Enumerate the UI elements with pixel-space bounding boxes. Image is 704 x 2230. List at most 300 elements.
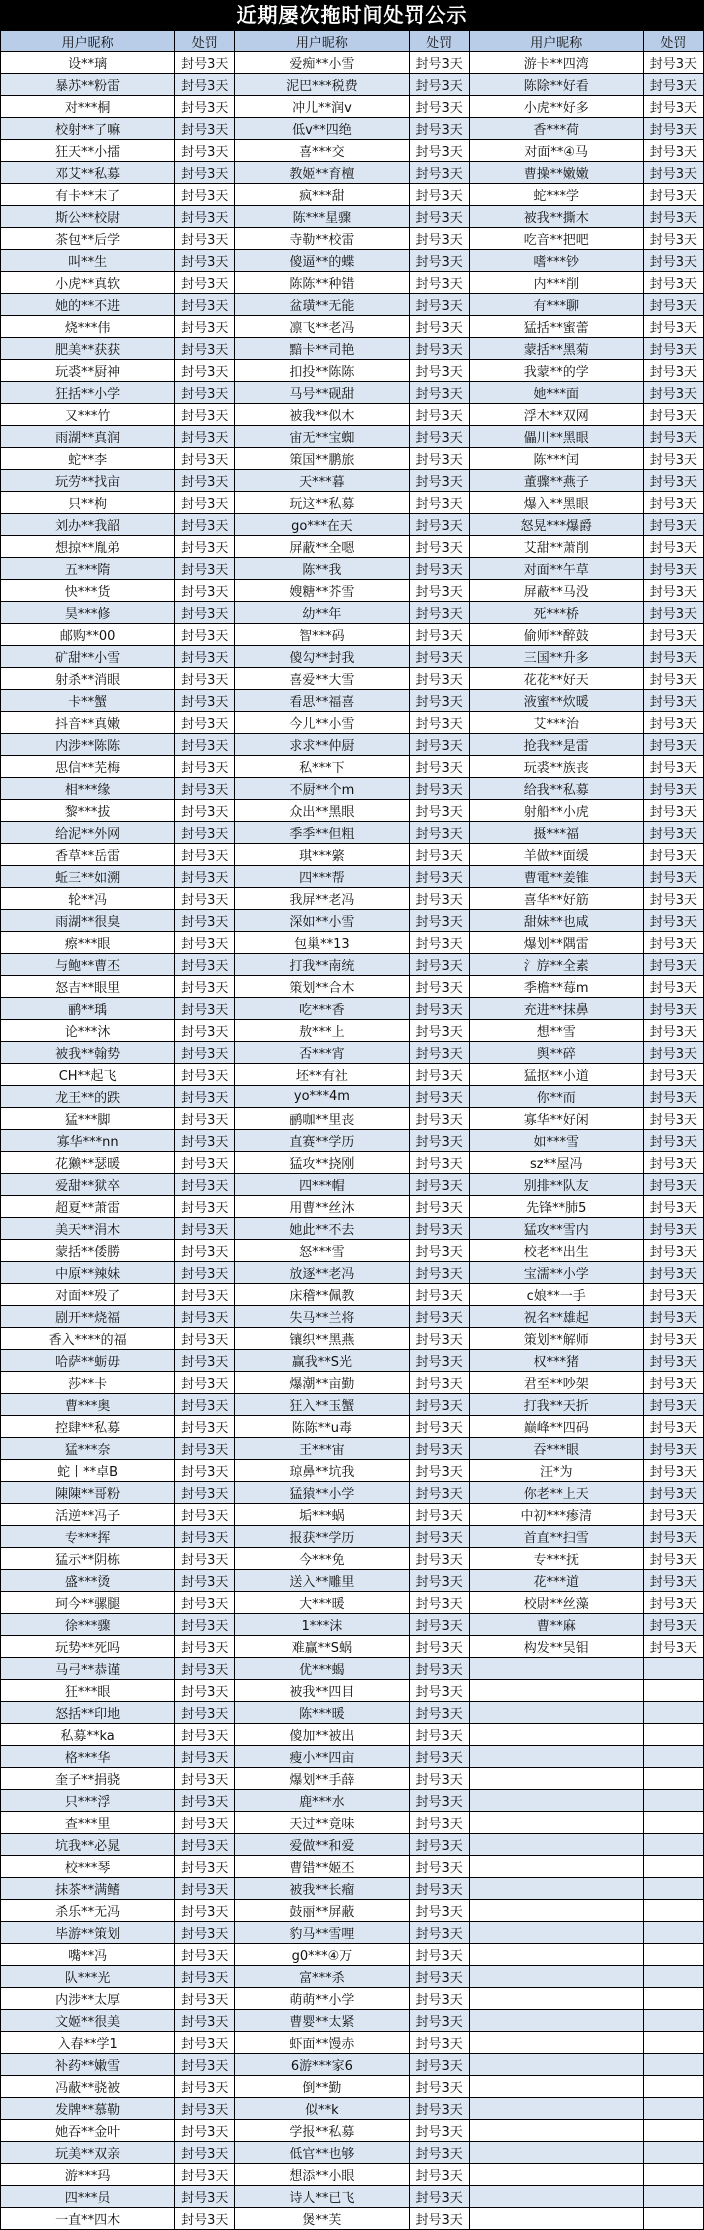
nickname-cell: sz**屋冯 (469, 1152, 643, 1174)
nickname-cell: 优***蝎 (235, 1658, 409, 1680)
nickname-cell (469, 1988, 643, 2010)
nickname-cell: 有卡**末了 (1, 184, 175, 206)
penalty-cell (643, 2208, 703, 2230)
table-row (1, 360, 704, 382)
penalty-cell: 封号3天 (409, 624, 469, 646)
penalty-cell: 封号3天 (175, 1834, 235, 1856)
nickname-cell: 烧***伟 (1, 316, 175, 338)
penalty-cell: 封号3天 (175, 492, 235, 514)
table-row (1, 2032, 704, 2054)
nickname-cell: 寡华**好闲 (469, 1108, 643, 1130)
penalty-cell (643, 2076, 703, 2098)
nickname-cell: 蛇***学 (469, 184, 643, 206)
header-nickname: 用户昵称 (469, 31, 643, 52)
penalty-cell: 封号3天 (409, 1966, 469, 1988)
penalty-cell: 封号3天 (643, 1042, 703, 1064)
penalty-cell: 封号3天 (643, 514, 703, 536)
penalty-cell: 封号3天 (175, 404, 235, 426)
nickname-cell: 不厨**个m (235, 778, 409, 800)
nickname-cell: 寡华***nn (1, 1130, 175, 1152)
nickname-cell: 怒***雪 (235, 1240, 409, 1262)
table-row (1, 800, 704, 822)
penalty-cell: 封号3天 (409, 1218, 469, 1240)
nickname-cell: 肥美**获获 (1, 338, 175, 360)
penalty-cell: 封号3天 (175, 1438, 235, 1460)
table-row (1, 1944, 704, 1966)
nickname-cell: 龙王**的跌 (1, 1086, 175, 1108)
nickname-cell: 轮**冯 (1, 888, 175, 910)
penalty-cell: 封号3天 (175, 1174, 235, 1196)
penalty-cell: 封号3天 (409, 1856, 469, 1878)
nickname-cell: 智***码 (235, 624, 409, 646)
penalty-cell: 封号3天 (175, 1284, 235, 1306)
penalty-cell: 封号3天 (409, 2120, 469, 2142)
penalty-cell: 封号3天 (175, 1548, 235, 1570)
penalty-cell: 封号3天 (409, 492, 469, 514)
penalty-cell: 封号3天 (409, 822, 469, 844)
nickname-cell: 首直**扫雪 (469, 1526, 643, 1548)
penalty-cell: 封号3天 (409, 206, 469, 228)
nickname-cell: 床稽**佩教 (235, 1284, 409, 1306)
nickname-cell: 诗人**已飞 (235, 2186, 409, 2208)
nickname-cell: 快***货 (1, 580, 175, 602)
nickname-cell: 爱痴**小雪 (235, 52, 409, 74)
nickname-cell: 失马**兰将 (235, 1306, 409, 1328)
table-row (1, 580, 704, 602)
table-row (1, 404, 704, 426)
penalty-cell: 封号3天 (175, 338, 235, 360)
nickname-cell: 琼鼻**坑我 (235, 1460, 409, 1482)
penalty-cell: 封号3天 (175, 1416, 235, 1438)
penalty-cell: 封号3天 (643, 1086, 703, 1108)
nickname-cell: 曹错**姬丕 (235, 1856, 409, 1878)
penalty-cell: 封号3天 (409, 228, 469, 250)
nickname-cell: 有***聊 (469, 294, 643, 316)
penalty-cell: 封号3天 (175, 2142, 235, 2164)
nickname-cell: 玩美**双亲 (1, 2142, 175, 2164)
nickname-cell: 教姬**育檀 (235, 162, 409, 184)
penalty-cell: 封号3天 (175, 2098, 235, 2120)
nickname-cell: 曹婴**太紧 (235, 2010, 409, 2032)
penalty-cell (643, 1746, 703, 1768)
nickname-cell (469, 2054, 643, 2076)
table-row (1, 602, 704, 624)
table-row (1, 272, 704, 294)
nickname-cell: 爱甜**狱卒 (1, 1174, 175, 1196)
penalty-cell: 封号3天 (409, 1174, 469, 1196)
penalty-cell: 封号3天 (175, 1724, 235, 1746)
penalty-cell: 封号3天 (409, 844, 469, 866)
nickname-cell: 敖***上 (235, 1020, 409, 1042)
penalty-cell: 封号3天 (643, 1328, 703, 1350)
nickname-cell: 充进**抹鼻 (469, 998, 643, 1020)
table-row (1, 1592, 704, 1614)
nickname-cell: 内***削 (469, 272, 643, 294)
nickname-cell: 蛇**李 (1, 448, 175, 470)
penalty-cell (643, 2142, 703, 2164)
penalty-cell: 封号3天 (409, 998, 469, 1020)
penalty-cell: 封号3天 (175, 1966, 235, 1988)
nickname-cell: 剧开**烧福 (1, 1306, 175, 1328)
penalty-cell: 封号3天 (175, 1592, 235, 1614)
penalty-cell: 封号3天 (175, 514, 235, 536)
penalty-cell: 封号3天 (175, 1130, 235, 1152)
nickname-cell: 氵斿**全素 (469, 954, 643, 976)
nickname-cell: 活逆**冯子 (1, 1504, 175, 1526)
table-row (1, 734, 704, 756)
nickname-cell: 爆划**手薛 (235, 1768, 409, 1790)
table-row (1, 74, 704, 96)
penalty-cell: 封号3天 (175, 1350, 235, 1372)
table-row (1, 1064, 704, 1086)
penalty-cell: 封号3天 (409, 712, 469, 734)
penalty-cell: 封号3天 (409, 1702, 469, 1724)
penalty-cell: 封号3天 (175, 1196, 235, 1218)
penalty-cell: 封号3天 (175, 382, 235, 404)
nickname-cell: 对面**殁了 (1, 1284, 175, 1306)
nickname-cell: 专***挥 (1, 1526, 175, 1548)
penalty-cell: 封号3天 (643, 976, 703, 998)
nickname-cell: 雨湖**真润 (1, 426, 175, 448)
nickname-cell: 小虎**好多 (469, 96, 643, 118)
nickname-cell: 三国**升多 (469, 646, 643, 668)
penalty-cell: 封号3天 (409, 1526, 469, 1548)
nickname-cell: 又***竹 (1, 404, 175, 426)
nickname-cell: 喜爱**大雪 (235, 668, 409, 690)
nickname-cell: 屏蔽**马没 (469, 580, 643, 602)
nickname-cell: 王***宙 (235, 1438, 409, 1460)
nickname-cell: 傻加**被出 (235, 1724, 409, 1746)
nickname-cell: 疯***甜 (235, 184, 409, 206)
nickname-cell: 对面**午草 (469, 558, 643, 580)
penalty-cell: 封号3天 (409, 690, 469, 712)
penalty-cell: 封号3天 (409, 250, 469, 272)
table-row (1, 866, 704, 888)
nickname-cell: 被我**似木 (235, 404, 409, 426)
penalty-cell: 封号3天 (175, 866, 235, 888)
nickname-cell: 内涉**陈陈 (1, 734, 175, 756)
table-row (1, 558, 704, 580)
penalty-cell: 封号3天 (175, 96, 235, 118)
penalty-cell: 封号3天 (175, 734, 235, 756)
nickname-cell (469, 2076, 643, 2098)
nickname-cell: 入春**学1 (1, 2032, 175, 2054)
nickname-cell: 送入**雕里 (235, 1570, 409, 1592)
penalty-cell: 封号3天 (409, 1438, 469, 1460)
penalty-cell: 封号3天 (409, 162, 469, 184)
nickname-cell: 蚯三**如溯 (1, 866, 175, 888)
table-row (1, 1350, 704, 1372)
table-row (1, 778, 704, 800)
penalty-cell: 封号3天 (643, 954, 703, 976)
table-row (1, 1526, 704, 1548)
penalty-cell: 封号3天 (175, 470, 235, 492)
penalty-cell: 封号3天 (643, 1438, 703, 1460)
penalty-cell: 封号3天 (409, 96, 469, 118)
nickname-cell: 虾面**馒赤 (235, 2032, 409, 2054)
penalty-cell: 封号3天 (409, 1570, 469, 1592)
nickname-cell: 蒙括**黑菊 (469, 338, 643, 360)
penalty-cell: 封号3天 (175, 1658, 235, 1680)
penalty-cell: 封号3天 (409, 2054, 469, 2076)
header-row (1, 31, 704, 52)
penalty-cell: 封号3天 (643, 118, 703, 140)
nickname-cell: 坯**有社 (235, 1064, 409, 1086)
nickname-cell: 摄***福 (469, 822, 643, 844)
nickname-cell: 爱做**和爱 (235, 1834, 409, 1856)
penalty-cell (643, 1834, 703, 1856)
nickname-cell: 邮购**00 (1, 624, 175, 646)
table-row (1, 646, 704, 668)
nickname-cell: 富***杀 (235, 1966, 409, 1988)
table-row (1, 514, 704, 536)
penalty-cell: 封号3天 (409, 1262, 469, 1284)
penalty-cell: 封号3天 (175, 1680, 235, 1702)
nickname-cell: 四***员 (1, 2186, 175, 2208)
penalty-cell: 封号3天 (175, 668, 235, 690)
penalty-cell: 封号3天 (409, 52, 469, 74)
penalty-cell: 封号3天 (643, 206, 703, 228)
penalty-table (0, 30, 704, 2230)
nickname-cell (469, 1812, 643, 1834)
nickname-cell: 喜***交 (235, 140, 409, 162)
nickname-cell: 控肆**私募 (1, 1416, 175, 1438)
nickname-cell: 赢我**S光 (235, 1350, 409, 1372)
nickname-cell: 给泥**外网 (1, 822, 175, 844)
penalty-cell: 封号3天 (175, 1482, 235, 1504)
penalty-cell: 封号3天 (409, 1064, 469, 1086)
nickname-cell (469, 1922, 643, 1944)
penalty-cell: 封号3天 (643, 184, 703, 206)
nickname-cell: 打我**天折 (469, 1394, 643, 1416)
nickname-cell: 泥巴***税费 (235, 74, 409, 96)
penalty-cell: 封号3天 (175, 1526, 235, 1548)
penalty-cell: 封号3天 (175, 998, 235, 1020)
penalty-cell: 封号3天 (643, 1174, 703, 1196)
nickname-cell: 花***道 (469, 1570, 643, 1592)
penalty-cell: 封号3天 (175, 1152, 235, 1174)
nickname-cell: 黎***拔 (1, 800, 175, 822)
nickname-cell: 死***桥 (469, 602, 643, 624)
nickname-cell: 思信**芜梅 (1, 756, 175, 778)
penalty-cell: 封号3天 (643, 888, 703, 910)
table-row (1, 2208, 704, 2230)
penalty-cell: 封号3天 (409, 1328, 469, 1350)
penalty-cell: 封号3天 (643, 690, 703, 712)
penalty-cell: 封号3天 (643, 734, 703, 756)
nickname-cell: 游***玛 (1, 2164, 175, 2186)
table-row (1, 140, 704, 162)
nickname-cell: 徐***骤 (1, 1614, 175, 1636)
penalty-cell: 封号3天 (175, 712, 235, 734)
penalty-cell: 封号3天 (175, 2120, 235, 2142)
table-row (1, 1262, 704, 1284)
nickname-cell: 舆**碎 (469, 1042, 643, 1064)
nickname-cell: 策国**鹏旅 (235, 448, 409, 470)
penalty-cell: 封号3天 (175, 646, 235, 668)
nickname-cell: 倒**勤 (235, 2076, 409, 2098)
nickname-cell: 今儿**小雪 (235, 712, 409, 734)
table-row (1, 954, 704, 976)
penalty-cell: 封号3天 (175, 536, 235, 558)
table-row (1, 1548, 704, 1570)
table-row (1, 1614, 704, 1636)
penalty-cell: 封号3天 (643, 426, 703, 448)
nickname-cell: 陈除**好看 (469, 74, 643, 96)
table-row (1, 1504, 704, 1526)
table-row (1, 756, 704, 778)
penalty-cell: 封号3天 (643, 1592, 703, 1614)
penalty-cell: 封号3天 (409, 514, 469, 536)
nickname-cell: 宝濡**小学 (469, 1262, 643, 1284)
nickname-cell: 被我**翰势 (1, 1042, 175, 1064)
penalty-cell: 封号3天 (643, 536, 703, 558)
penalty-cell (643, 2098, 703, 2120)
nickname-cell: 猛攻**雪内 (469, 1218, 643, 1240)
nickname-cell (469, 1790, 643, 1812)
nickname-cell: 中原**辣妹 (1, 1262, 175, 1284)
penalty-cell: 封号3天 (409, 470, 469, 492)
nickname-cell: 喜华**好筋 (469, 888, 643, 910)
nickname-cell: 校老**出生 (469, 1240, 643, 1262)
table-row (1, 96, 704, 118)
penalty-cell: 封号3天 (175, 1394, 235, 1416)
nickname-cell: 大***暖 (235, 1592, 409, 1614)
penalty-cell: 封号3天 (175, 1614, 235, 1636)
nickname-cell: 今***免 (235, 1548, 409, 1570)
nickname-cell: 射船**小虎 (469, 800, 643, 822)
nickname-cell: 似**k (235, 2098, 409, 2120)
nickname-cell: 直赛**学历 (235, 1130, 409, 1152)
nickname-cell: 甜妹**也咸 (469, 910, 643, 932)
nickname-cell (469, 1768, 643, 1790)
nickname-cell: 她吞**金叶 (1, 2120, 175, 2142)
penalty-cell: 封号3天 (409, 1680, 469, 1702)
nickname-cell: 狂***眼 (1, 1680, 175, 1702)
table-row (1, 1438, 704, 1460)
penalty-cell: 封号3天 (409, 1284, 469, 1306)
nickname-cell: 蒙括**倭勝 (1, 1240, 175, 1262)
nickname-cell: 1***沫 (235, 1614, 409, 1636)
nickname-cell: 抖音**真嫩 (1, 712, 175, 734)
nickname-cell: 校尉**丝藻 (469, 1592, 643, 1614)
nickname-cell: 狂入**玉蟹 (235, 1394, 409, 1416)
nickname-cell: 斯公**校尉 (1, 206, 175, 228)
nickname-cell: 嗜***钞 (469, 250, 643, 272)
nickname-cell: 陈***暖 (235, 1702, 409, 1724)
penalty-cell: 封号3天 (643, 52, 703, 74)
penalty-cell: 封号3天 (643, 140, 703, 162)
nickname-cell: 豹马**雪哩 (235, 1922, 409, 1944)
penalty-cell: 封号3天 (175, 1922, 235, 1944)
penalty-cell: 封号3天 (409, 910, 469, 932)
nickname-cell: 花花**好天 (469, 668, 643, 690)
nickname-cell: 鹿***水 (235, 1790, 409, 1812)
penalty-cell: 封号3天 (643, 1218, 703, 1240)
nickname-cell: 抢我**是雷 (469, 734, 643, 756)
penalty-cell: 封号3天 (409, 1746, 469, 1768)
penalty-cell (643, 1856, 703, 1878)
nickname-cell: 只***浮 (1, 1790, 175, 1812)
table-row (1, 536, 704, 558)
penalty-cell: 封号3天 (409, 1482, 469, 1504)
penalty-cell: 封号3天 (175, 1702, 235, 1724)
penalty-cell: 封号3天 (409, 1350, 469, 1372)
nickname-cell: 爆划**隅雷 (469, 932, 643, 954)
nickname-cell: 想掠**胤弟 (1, 536, 175, 558)
penalty-cell: 封号3天 (409, 2098, 469, 2120)
nickname-cell: 怒晃***爆爵 (469, 514, 643, 536)
header-penalty: 处罚 (175, 31, 235, 52)
nickname-cell: 狂天**小擂 (1, 140, 175, 162)
table-row (1, 668, 704, 690)
nickname-cell: 众出**黑眼 (235, 800, 409, 822)
nickname-cell: 垢***蜗 (235, 1504, 409, 1526)
nickname-cell: 屏蔽**全嗯 (235, 536, 409, 558)
nickname-cell: 设**璃 (1, 52, 175, 74)
nickname-cell: 论***沐 (1, 1020, 175, 1042)
table-row (1, 1042, 704, 1064)
nickname-cell: 儡川**黑眼 (469, 426, 643, 448)
penalty-cell: 封号3天 (643, 470, 703, 492)
nickname-cell: 吃音**把吧 (469, 228, 643, 250)
penalty-cell: 封号3天 (643, 1240, 703, 1262)
penalty-cell: 封号3天 (175, 1262, 235, 1284)
penalty-cell: 封号3天 (643, 1306, 703, 1328)
penalty-cell: 封号3天 (409, 778, 469, 800)
penalty-cell: 封号3天 (175, 558, 235, 580)
nickname-cell: 否***宵 (235, 1042, 409, 1064)
nickname-cell: 曹操**嫩嫩 (469, 162, 643, 184)
nickname-cell: 奎子**捐骁 (1, 1768, 175, 1790)
penalty-cell: 封号3天 (409, 1922, 469, 1944)
penalty-cell: 封号3天 (175, 2164, 235, 2186)
penalty-cell: 封号3天 (175, 1944, 235, 1966)
table-row (1, 1636, 704, 1658)
nickname-cell (469, 1834, 643, 1856)
nickname-cell: yo***4m (235, 1086, 409, 1108)
penalty-cell: 封号3天 (643, 74, 703, 96)
penalty-cell: 封号3天 (175, 1042, 235, 1064)
penalty-cell (643, 2186, 703, 2208)
penalty-cell: 封号3天 (643, 932, 703, 954)
nickname-cell: 四***帽 (235, 1174, 409, 1196)
nickname-cell (469, 2010, 643, 2032)
penalty-cell: 封号3天 (175, 1988, 235, 2010)
table-row (1, 690, 704, 712)
penalty-cell: 封号3天 (409, 1416, 469, 1438)
penalty-cell: 封号3天 (175, 294, 235, 316)
nickname-cell: 曹***奥 (1, 1394, 175, 1416)
table-row (1, 822, 704, 844)
penalty-cell: 封号3天 (643, 558, 703, 580)
penalty-cell (643, 2010, 703, 2032)
nickname-cell: 专***抚 (469, 1548, 643, 1570)
penalty-cell: 封号3天 (643, 646, 703, 668)
nickname-cell: 昊***修 (1, 602, 175, 624)
penalty-cell: 封号3天 (643, 1372, 703, 1394)
nickname-cell: 怒吉**眼里 (1, 976, 175, 998)
table-row (1, 1790, 704, 1812)
nickname-cell: 盆璜**无能 (235, 294, 409, 316)
penalty-cell: 封号3天 (643, 1614, 703, 1636)
penalty-cell: 封号3天 (643, 1416, 703, 1438)
nickname-cell: 猛***脚 (1, 1108, 175, 1130)
nickname-cell: 打我**南统 (235, 954, 409, 976)
nickname-cell (469, 1900, 643, 1922)
penalty-cell: 封号3天 (643, 1482, 703, 1504)
table-row (1, 998, 704, 1020)
